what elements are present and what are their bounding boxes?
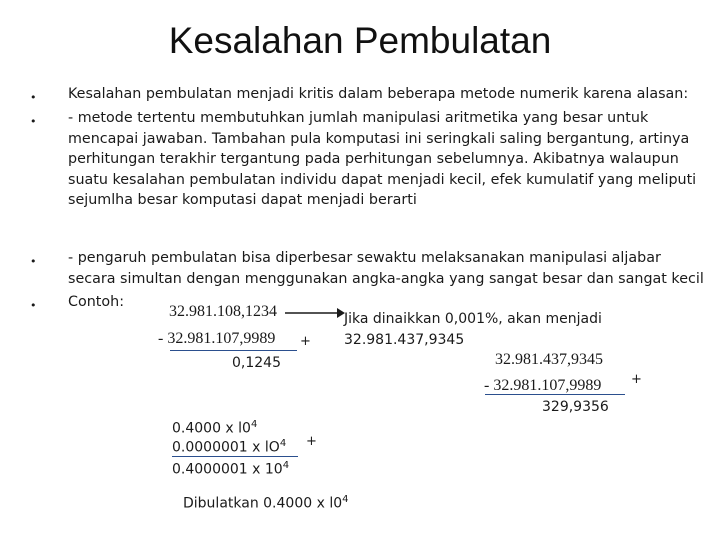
paragraph-reason-1 bbox=[68, 108, 708, 211]
calc3-plus: + bbox=[306, 434, 317, 449]
calc3-line2-base: 0.0000001 x lO bbox=[172, 439, 280, 456]
calc3-line1-exponent: 4 bbox=[250, 419, 258, 430]
calc2-line2: - 32.981.107,9989 bbox=[484, 377, 602, 394]
paragraph-reason-2 bbox=[68, 248, 708, 289]
calc2-line1: 32.981.437,9345 bbox=[495, 351, 603, 368]
bullet-marker: • bbox=[30, 255, 37, 268]
example-label bbox=[68, 292, 708, 313]
calc3-line1 bbox=[172, 419, 257, 437]
calc3-line2 bbox=[172, 438, 286, 456]
paragraph-text: Contoh: bbox=[68, 294, 125, 310]
calc1-line2: - 32.981.107,9989 bbox=[158, 330, 276, 347]
note-line1: Jika dinaikkan 0,001%, akan menjadi bbox=[344, 311, 602, 327]
paragraph-text: - metode tertentu membutuhkan jumlah manipulasi aritmetika yang besar untuk mencapai jawaban. Tambahan pula komputasi ini seringkali saling bergantung, artinya perhitungan terakhir tergantung pada perhitungan sebelumnya. Akibatnya walaupun suatu kesalahan pembulatan individu dapat menjadi kecil, efek kumulatif yang meliputi sejumlha besar komputasi dapat menjadi berarti bbox=[68, 110, 697, 208]
calc3-line3-exponent: 4 bbox=[282, 460, 290, 471]
rounded-result-base: Dibulatkan 0.4000 x l0 bbox=[183, 495, 343, 512]
slide-title: Kesalahan Pembulatan bbox=[168, 20, 552, 61]
calc3-line1-base: 0.4000 x l0 bbox=[172, 420, 251, 437]
calc2-plus: + bbox=[631, 372, 642, 387]
bullet-marker: • bbox=[30, 91, 37, 104]
calc2-result: 329,9356 bbox=[542, 399, 609, 415]
paragraph-intro bbox=[68, 84, 708, 105]
calc3-line3-base: 0.4000001 x 10 bbox=[172, 461, 283, 478]
calc1-underline bbox=[170, 350, 297, 351]
note-line2: 32.981.437,9345 bbox=[344, 332, 465, 348]
bullet-marker: • bbox=[30, 115, 37, 128]
calc3-line3 bbox=[172, 460, 289, 478]
calc1-line1: 32.981.108,1234 bbox=[169, 303, 277, 320]
bullet-marker: • bbox=[30, 299, 37, 312]
calc1-result: 0,1245 bbox=[232, 355, 281, 371]
calc3-underline bbox=[172, 456, 298, 457]
calc1-plus: + bbox=[300, 334, 311, 349]
rounded-result bbox=[183, 494, 349, 512]
rounded-result-exponent: 4 bbox=[342, 494, 349, 505]
calc3-line2-exponent: 4 bbox=[279, 438, 287, 449]
calc2-underline bbox=[485, 394, 625, 395]
arrow-right-icon bbox=[285, 305, 345, 321]
paragraph-text: Kesalahan pembulatan menjadi kritis dalam beberapa metode numerik karena alasan: bbox=[68, 86, 689, 102]
paragraph-text: - pengaruh pembulatan bisa diperbesar sewaktu melaksanakan manipulasi aljabar secara simultan dengan menggunakan angka-angka yang sangat besar dan sangat kecil bbox=[68, 250, 704, 287]
